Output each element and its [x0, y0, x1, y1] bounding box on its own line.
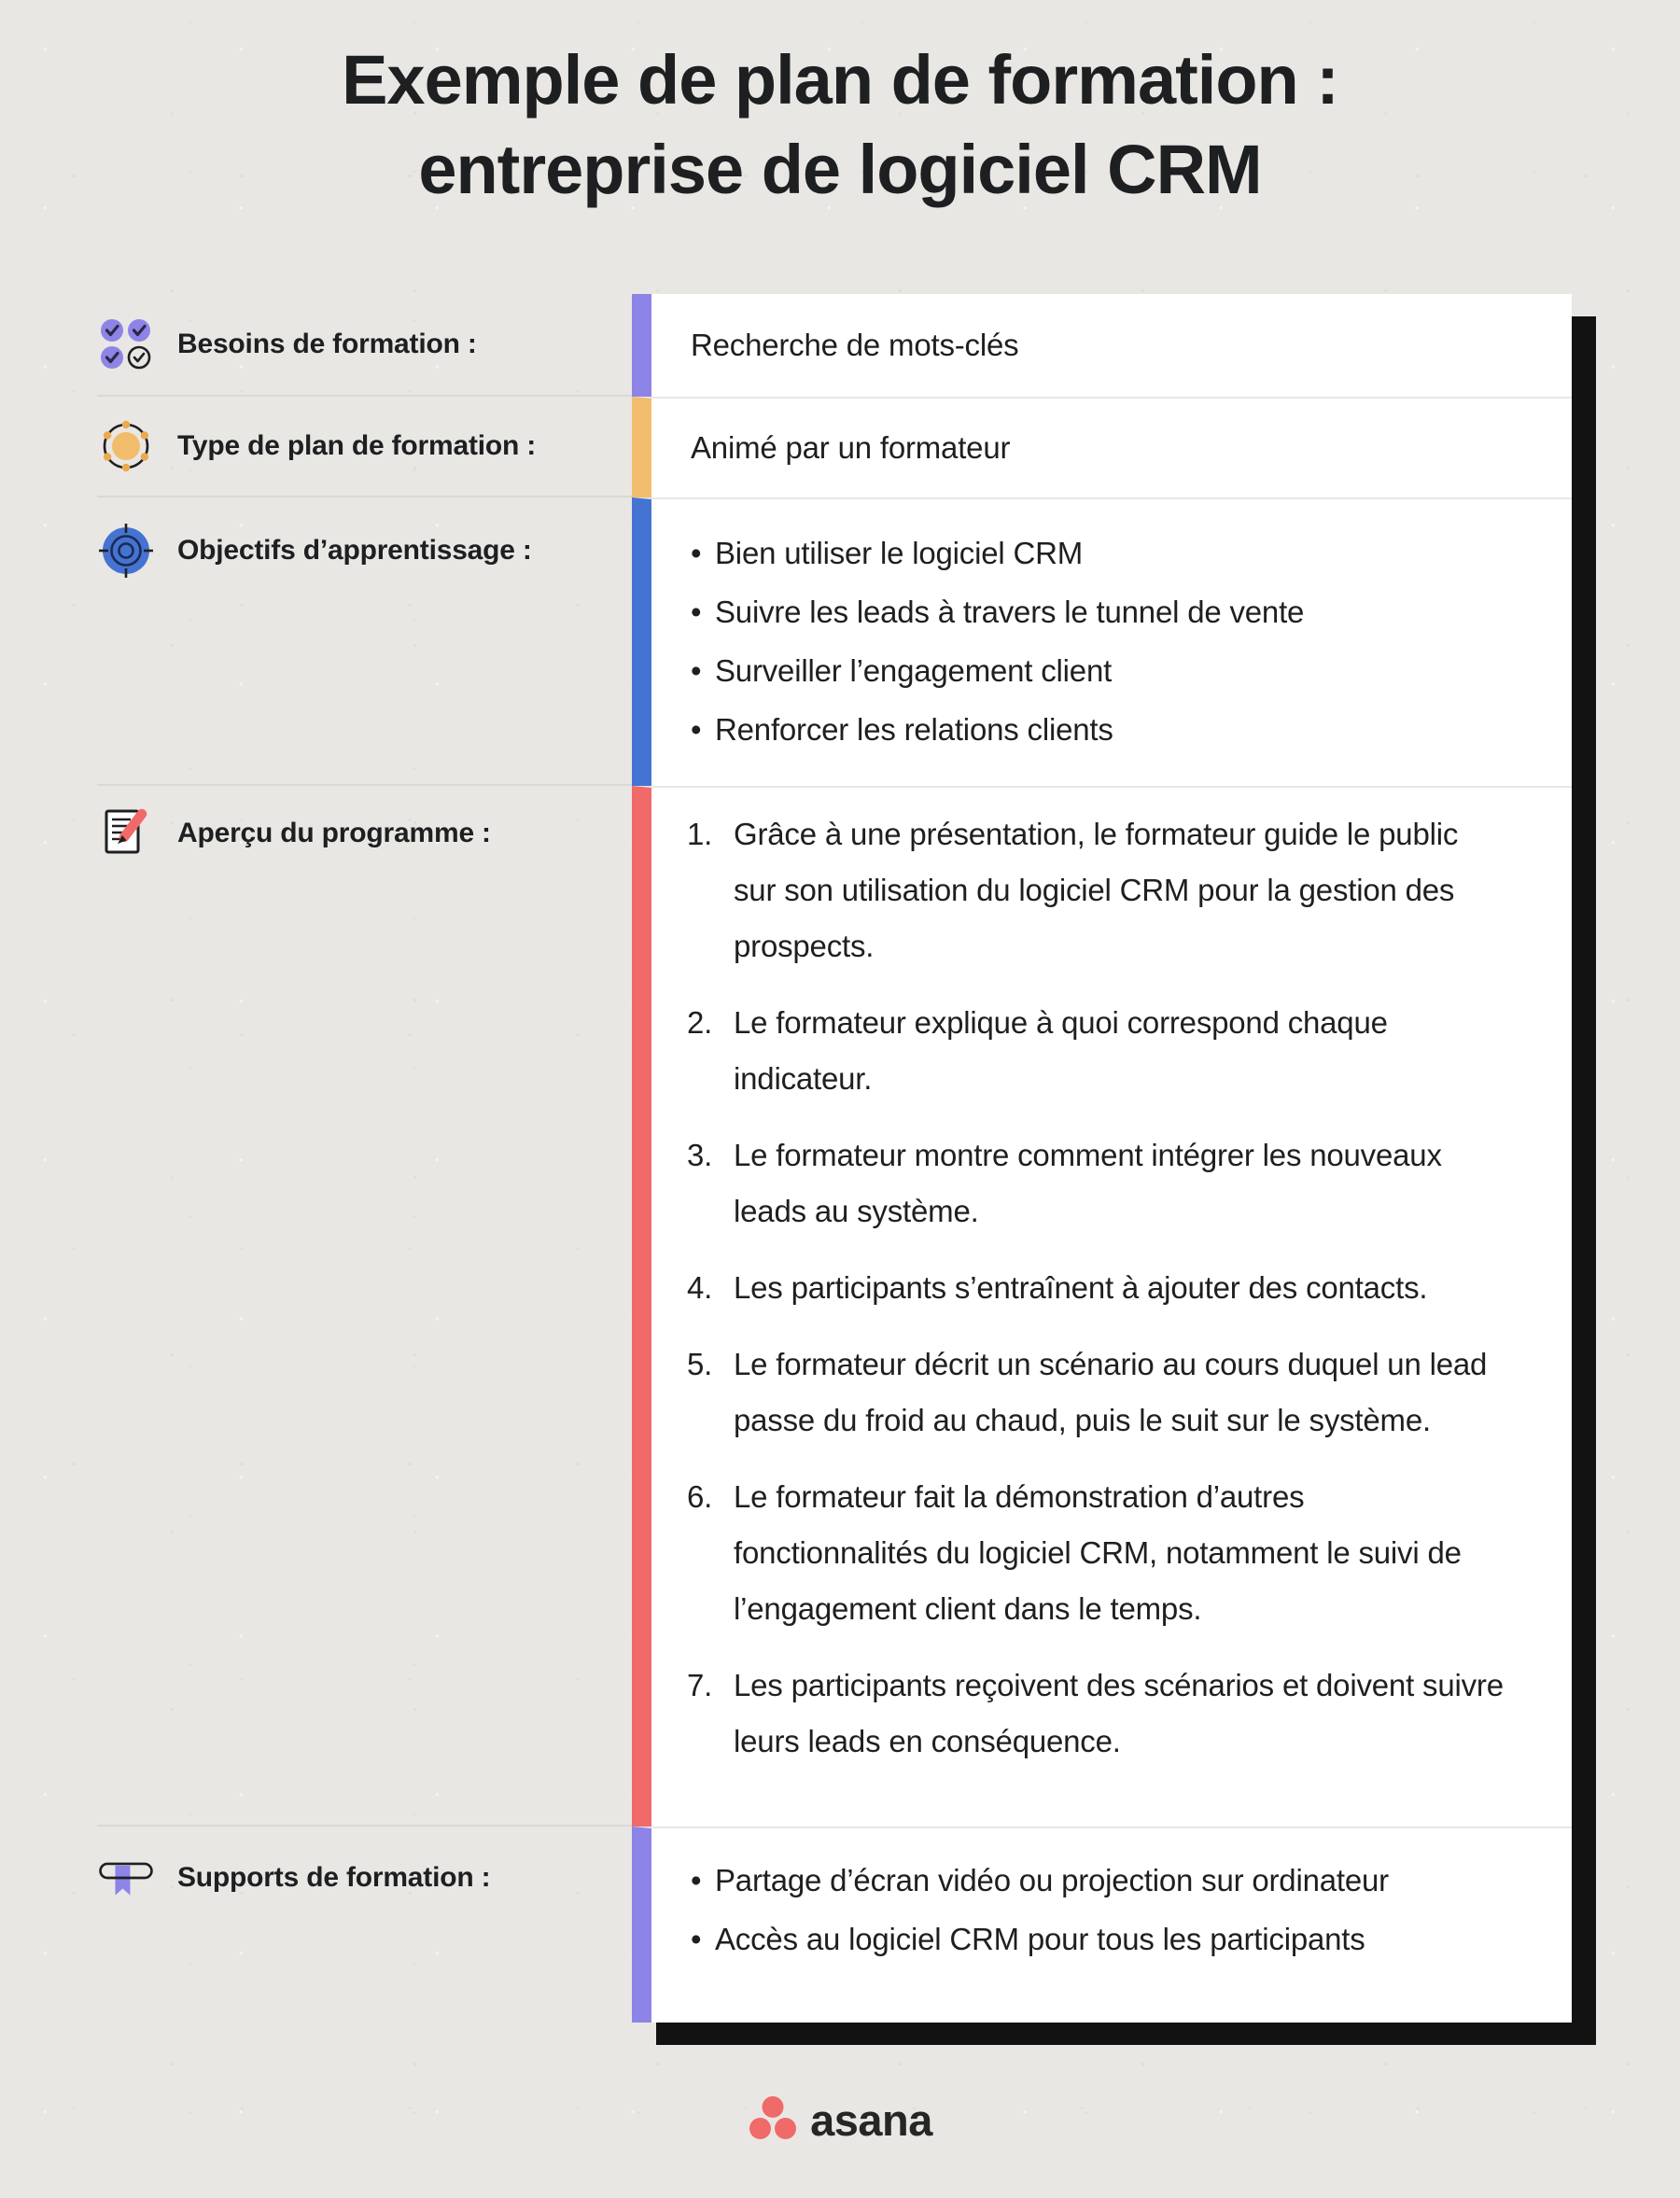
list-item: [691, 641, 1534, 700]
footer: [0, 2094, 1680, 2146]
row-label: Aperçu du programme :: [177, 818, 491, 848]
sun-icon: [97, 417, 155, 475]
row-label: Supports de formation :: [177, 1862, 491, 1893]
list-item: [691, 1851, 1534, 1910]
section-supports: [632, 1827, 1572, 2023]
list-item: [691, 524, 1534, 582]
asana-logo-icon: [748, 2096, 798, 2144]
row-label: Besoins de formation :: [177, 329, 477, 359]
item-number: 5.: [687, 1347, 713, 1381]
row-label-besoins: [97, 294, 632, 397]
row-label: Objectifs d’apprentissage :: [177, 535, 532, 566]
bullet-icon: •: [691, 1922, 702, 1956]
page-title-line1: Exemple de plan de formation :: [342, 41, 1338, 119]
row-label-programme: [97, 786, 632, 1827]
programme-step-text: Le formateur décrit un scénario au cours duquel un lead passe du froid au chaud, puis le suit sur le système.: [734, 1347, 1488, 1437]
item-number: 7.: [687, 1668, 713, 1702]
support-text: Partage d’écran vidéo ou projection sur ordinateur: [715, 1863, 1389, 1897]
section-objectifs: [632, 497, 1572, 786]
programme-step-text: Le formateur montre comment intégrer les nouveaux leads au système.: [734, 1138, 1442, 1228]
bullet-icon: •: [691, 653, 702, 688]
row-label-type-plan: [97, 397, 632, 497]
support-text: Accès au logiciel CRM pour tous les participants: [715, 1922, 1365, 1956]
item-number: 2.: [687, 1005, 713, 1040]
list-item: [687, 1127, 1506, 1239]
objectif-text: Bien utiliser le logiciel CRM: [715, 536, 1084, 570]
list-item: [687, 1658, 1506, 1770]
page-title: [0, 35, 1680, 215]
list-item: [691, 700, 1534, 759]
list-item: [687, 1469, 1506, 1637]
ribbon-icon: [97, 1849, 155, 1907]
objectif-text: Renforcer les relations clients: [715, 712, 1113, 747]
objectif-text: Surveiller l’engagement client: [715, 653, 1113, 688]
section-programme: [632, 786, 1572, 1827]
supports-list: [651, 1828, 1572, 1968]
programme-list: [651, 788, 1572, 1770]
target-icon: [97, 522, 155, 580]
list-item: [691, 582, 1534, 641]
plan-card: [632, 294, 1572, 2023]
list-item: [687, 806, 1506, 974]
objectifs-list: [651, 499, 1572, 759]
programme-step-text: Le formateur explique à quoi correspond chaque indicateur.: [734, 1005, 1388, 1096]
objectif-text: Suivre les leads à travers le tunnel de vente: [715, 595, 1305, 629]
list-item: [687, 1260, 1506, 1316]
row-label: Type de plan de formation :: [177, 430, 537, 461]
item-number: 3.: [687, 1138, 713, 1172]
item-number: 6.: [687, 1479, 713, 1514]
bullet-icon: •: [691, 536, 702, 570]
row-label-supports: [97, 1827, 632, 2023]
list-item: [687, 995, 1506, 1107]
section-type-plan: [632, 397, 1572, 497]
item-number: 1.: [687, 817, 713, 851]
row-label-objectifs: [97, 497, 632, 786]
checklist-icon: [97, 315, 155, 373]
page-title-line2: entreprise de logiciel CRM: [418, 131, 1262, 208]
besoins-value: Recherche de mots-clés: [691, 328, 1019, 362]
item-number: 4.: [687, 1270, 713, 1305]
document-pen-icon: [97, 805, 155, 862]
bullet-icon: •: [691, 1863, 702, 1897]
list-item: [691, 1910, 1534, 1968]
list-item: [687, 1337, 1506, 1449]
bullet-icon: •: [691, 712, 702, 747]
type-plan-value: Animé par un formateur: [691, 430, 1011, 465]
bullet-icon: •: [691, 595, 702, 629]
section-besoins: [632, 294, 1572, 397]
programme-step-text: Les participants reçoivent des scénarios et doivent suivre leurs leads en conséquence.: [734, 1668, 1504, 1758]
programme-step-text: Les participants s’entraînent à ajouter des contacts.: [734, 1270, 1428, 1305]
programme-step-text: Grâce à une présentation, le formateur guide le public sur son utilisation du logiciel CRM pour la gestion des prospects.: [734, 817, 1459, 963]
asana-wordmark: asana: [810, 2095, 932, 2145]
programme-step-text: Le formateur fait la démonstration d’autres fonctionnalités du logiciel CRM, notamment le suivi de l’engagement client dans le temps.: [734, 1479, 1462, 1626]
